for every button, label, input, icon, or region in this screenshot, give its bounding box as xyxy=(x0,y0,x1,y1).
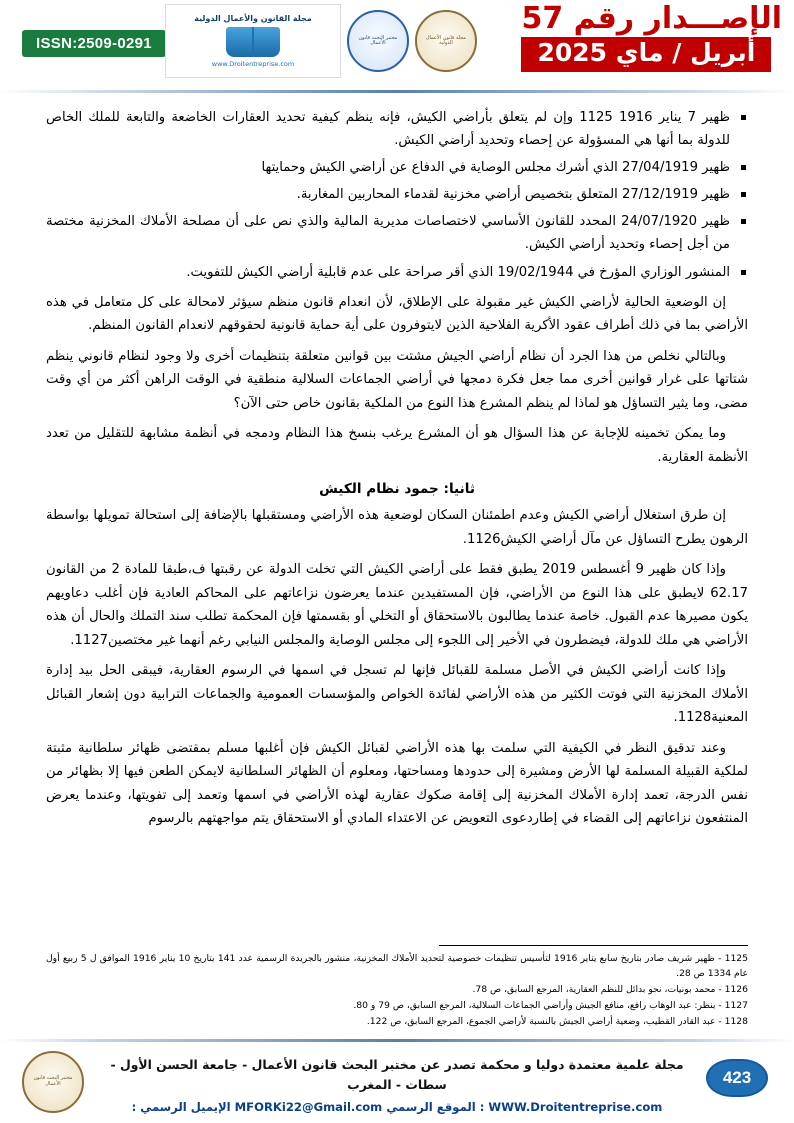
page-footer xyxy=(0,1039,794,1123)
footer-journal-description: مجلة علمية معتمدة دوليا و محكمة تصدر عن مختبر البحث قانون الأعمال - جامعة الحسن الأول - سطات - المغرب xyxy=(110,1057,684,1092)
footnote-1128: 1128 - عبد القادر القطيب، وضعية أراضي الجيش بالنسبة لأراضي الجموع، المرجع السابق، ص 122. xyxy=(366,1016,748,1028)
issue-label: الإصـــدار رقم 57 xyxy=(521,1,782,36)
section-heading-second: ثانيا: جمود نظام الكيش xyxy=(319,481,475,498)
paragraph-current-situation: إن الوضعية الحالية لأراضي الكيش غير مقبولة على الإطلاق، لأن انعدام قانون منظم سيؤثر لامحالة على كل متعامل في هذه الأراضي بما في ذلك أطراف عقود الأكرية الفلاحية الذين لايتوفرون على أية حماية قانونية لحقوقهم لانعدام القانون المنظم. xyxy=(46,294,748,334)
lab-seal-icon: مختبر البحث قانون الأعمال xyxy=(347,10,409,72)
footer-divider xyxy=(0,1039,794,1042)
list-item: ظهير 27/04/1919 الذي أشرك مجلس الوصاية في الدفاع عن أراضي الكيش وحمايتها xyxy=(46,156,748,179)
footer-seal-icon: مختبر البحث قانون الأعمال xyxy=(22,1051,84,1113)
footnote-1126: 1126 - محمد بونيات، نحو بدائل للنظم العقارية، المرجع السابق، ص 78. xyxy=(472,984,748,996)
decree-list xyxy=(46,106,748,284)
journal-logo-title: مجلة القانون والأعمال الدولية xyxy=(194,14,312,24)
document-body xyxy=(0,92,794,831)
footer-site-label: الموقع الرسمي xyxy=(386,1099,476,1114)
footer-email-label: الإيميل الرسمي : xyxy=(131,1099,231,1114)
footer-website-link[interactable]: WWW.Droitentreprise.com : xyxy=(479,1099,663,1114)
journal-logo-plate xyxy=(165,4,341,78)
paragraph-conclusion-inventory: وبالتالي نخلص من هذا الجرد أن نظام أراضي الجيش مشتت بين قوانين متعلقة بتنظيمات أخرى ولا وجود لنظام قانوني ينظم شتاتها على غرار قوانين أخرى مما جعل فكرة دمجها في أراضي الجماعات السلالية منطقية في الوقت الراهن أكثر من أي وقت مضى، وما يثير التساؤل هو لماذا لم ينظم المشرع هذا النوع من الملكية بقانون خاص حتى الآن؟ xyxy=(46,348,748,411)
issn-badge: ISSN:2509-0291 xyxy=(22,30,166,57)
paragraph-sultanic-dahirs: وعند تدقيق النظر في الكيفية التي سلمت بها هذه الأراضي لقبائل الكيش فإن أغلبها مسلم بمقتضى ظهائر سلطانية مثبتة لملكية القبيلة المسلمة لها الأرض ومشيرة إلى حدودها ومساحتها، ومعلوم أن الظهائر السلطانية لايمكن الطعن فيها إلا بظهائر من نفس الدرجة، تعمد إدارة الأملاك المخزنية إلى إقامة صكوك عقارية لهذه الأراضي في اسمها وتعمد إلى تفويتها، وعندما يعرض المنتفعون نزاعاتهم إلى القضاء في إطاردعوى التعويض عن الاعتداء المادي أو الاستحقاق يتم مواجهتهم بالرسوم xyxy=(46,740,748,827)
header-divider xyxy=(0,90,794,93)
footer-contact-line xyxy=(95,1098,699,1118)
footnote-divider xyxy=(439,945,748,946)
list-item: ظهير 24/07/1920 المحدد للقانون الأساسي لاختصاصات مديرية المالية والذي نص على أن مصلحة الأملاك المخزنية مختصة من أجل إحصاء وتحديد أراضي الكيش. xyxy=(46,210,748,256)
page-header xyxy=(0,0,794,92)
header-logos xyxy=(165,4,477,78)
footer-email-link[interactable]: MFORKi22@Gmail.com xyxy=(234,1099,383,1114)
issue-date: أبريل / ماي 2025 xyxy=(521,37,771,72)
paragraph-tribes-registration: وإذا كانت أراضي الكيش في الأصل مسلمة للقبائل فإنها لم تسجل في اسمها في الرسوم العقارية، فيبقى الحل بيد إدارة الأملاك المخزنية التي فوتت الكثير من هذه الأراضي لفائدة الخواص والمؤسسات العمومية والجماعات الترابية دون إشعار القبائل المعنية1128. xyxy=(46,663,748,726)
open-book-icon xyxy=(226,27,280,57)
footer-text xyxy=(95,1055,699,1117)
paragraph-dahir-2019: وإذا كان ظهير 9 أغسطس 2019 يطبق فقط على أراضي الكيش التي تخلت الدولة عن رقبتها ف،طبقا للمادة 2 من القانون 62.17 لايطبق على هذا النوع من الأراضي، فإن المستفيدين عندما يعرضون نزاعاتهم على المحاكم العادية فإن أغلب دعاويهم يكون مصيرها عدم القبول. خاصة عندما يطالبون بالاستحقاق أو التخلي أو بقسمتها فإن المحكمة تطلب سند التملك والحال أن هذه الأراضي هي ملك للدولة، فيضطرون في الأخير إلى اللجوء إلى مجلس الوصاية والمجلس النيابي رغم أنهما غير مختصين1127. xyxy=(46,562,748,648)
page-number-badge: 423 xyxy=(706,1059,768,1097)
list-item: ظهير 27/12/1919 المتعلق بتخصيص أراضي مخزنية لقدماء المحاربين المغاربة. xyxy=(46,183,748,206)
list-item: ظهير 7 يناير 1916 1125 وإن لم يتعلق بأراضي الكيش، فإنه ينظم كيفية تحديد العقارات الخاضعة والتابعة للملك الخاص للدولة بما أنها هي المسؤولة عن إحصاء وتحديد أراضي الكيش. xyxy=(46,106,748,152)
issue-info xyxy=(521,2,782,72)
footnote-1125: 1125 - ظهير شريف صادر بتاريخ سابع يناير 1916 لتأسيس تنظيمات خصوصية لتحديد الأملاك المخزنية، منشور بالجريدة الرسمية عدد 141 بتاريخ 10 يناير 1916 الموافق ل 5 ربيع أول عام 1334 ص 28. xyxy=(46,953,748,980)
journal-seal-icon: مجلة قانون الأعمال الدولية xyxy=(415,10,477,72)
paragraph-guess-answer: وما يمكن تخمينه للإجابة عن هذا السؤال هو أن المشرع يرغب بنسخ هذا النظام ودمجه في أنظمة مشابهة للتقليل من تعدد الأنظمة العقارية. xyxy=(46,426,748,465)
footnote-1127: 1127 - بنظر: عبد الوهاب رافع، منافع الجيش وأراضي الجماعات السلالية، المرجع السابق، ص 79 و 80. xyxy=(353,1000,748,1012)
journal-logo-url: www.Droitentreprise.com xyxy=(211,59,295,68)
paragraph-exploitation-methods: إن طرق استغلال أراضي الكيش وعدم اطمئنان السكان لوضعية هذه الأراضي ومستقبلها بالإضافة إلى استحالة تمويلها بواسطة الرهون يطرح التساؤل عن مآل أراضي الكيش1126. xyxy=(46,508,748,547)
footnotes-section xyxy=(46,945,748,1031)
list-item: المنشور الوزاري المؤرخ في 19/02/1944 الذي أقر صراحة على عدم قابلية أراضي الكيش للتفويت. xyxy=(46,261,748,284)
